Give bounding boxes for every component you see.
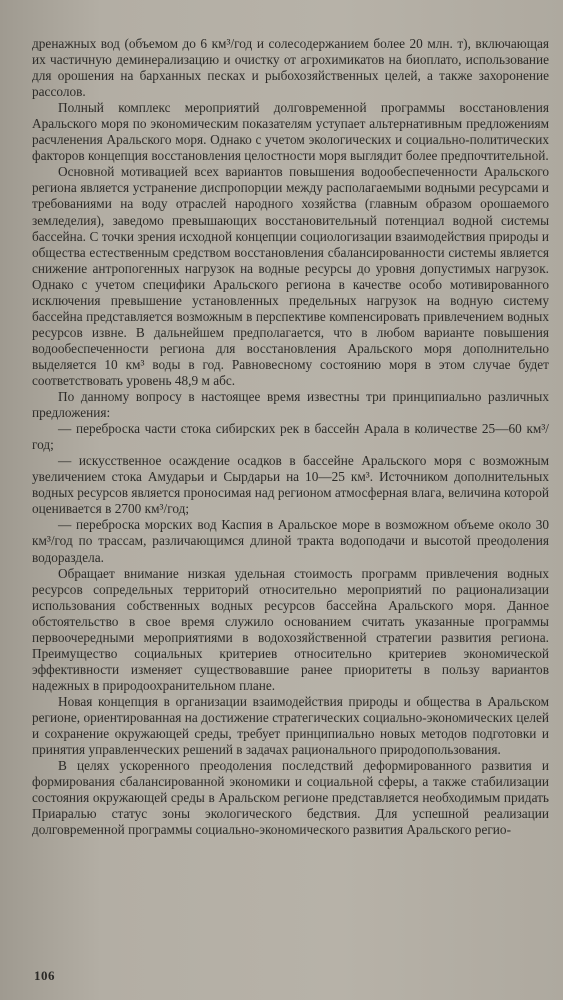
paragraph-1: дренажных вод (объемом до 6 км³/год и солесодержанием более 20 млн. т), включающая их частичную деминерализацию и очистку от агрохимикатов на биоплато, использование для орошения на барханных песках и рыбохозяйственных целей, а также захоронение рассолов. [32,36,549,100]
paragraph-9: Новая концепция в организации взаимодействия природы и общества в Аральском регионе, ориентированная на достижение стратегических социально-экономических целей и сохранение окружающей среды, требует принципиально новых методов подготовки и принятия управленческих решений в задачах рационального природопользования. [32,693,549,758]
list-item-caspian: — переброска морских вод Каспия в Аральское море в возможном объеме около 30 км³/год по трассам, различающимся длиной тракта водоподачи и высотой преодоления водораздела. [32,517,549,565]
paragraph-10: В целях ускоренного преодоления последствий деформированного развития и формирования сбалансированной экономики и социальной сферы, а также стабилизации состояния окружающей среды в Аральском регионе представляется необходимым придать Приаралью статус зоны экологического бедствия. Для успешной реализации долговременной программы социально-экономического развития Аральского регио- [32,758,549,838]
paragraph-3: Основной мотивацией всех вариантов повышения водообеспеченности Аральского региона является устранение диспропорции между располагаемыми водными ресурсами и требованиями на воду отраслей народного хозяйства (главным образом орошаемого земледелия), заведомо превышающих восстановительный потенциал водной системы бассейна. С точки зрения исходной концепции социологизации взаимодействия природы и общества естественным средством восстановления сбалансированности системы является снижение антропогенных нагрузок на водные ресурсы до уровня допустимых нагрузок. Однако с учетом специфики Аральского региона в качестве особо мотивированного исключения превышение установленных предельных нагрузок на водную систему бассейна представляется возможным в перспективе компенсировать привлечением водных ресурсов извне. В дальнейшем предполагается, что в любом варианте повышения водообеспеченности региона для восстановления Аральского моря дополнительно выделяется 10 км³ воды в год. Равновесному состоянию моря в этом случае будет соответствовать уровень 48,9 м абс. [32,164,549,388]
page-number: 106 [34,968,55,983]
paragraph-2: Полный комплекс мероприятий долговременной программы восстановления Аральского моря по экономическим показателям уступает альтернативным предложениям расчленения Аральского моря. Однако с учетом экологических и социально-политических факторов концепция восстановления целостности моря выглядит более предпочтительной. [32,100,549,164]
paragraph-8: Обращает внимание низкая удельная стоимость программ привлечения водных ресурсов сопредельных территорий относительно мероприятий по рационализации использования собственных водных ресурсов бассейна Аральского моря. Данное обстоятельство в свое время служило основанием считать указанные программы первоочередными мероприятиями в водохозяйственной стратегии развития региона. Преимущество социальных критериев относительно критериев экономической эффективности изменяет существовавшие ранее приоритеты в пользу вариантов надежных в природоохранительном плане. [32,565,549,693]
body-text [32,36,549,838]
list-item-siberian-rivers: — переброска части стока сибирских рек в бассейн Арала в количестве 25—60 км³/год; [32,421,549,453]
paragraph-4: По данному вопросу в настоящее время известны три принципиально различных предложения: [32,389,549,421]
list-item-precipitation: — искусственное осаждение осадков в бассейне Аральского моря с возможным увеличением стока Амударьи и Сырдарьи на 10—25 км³. Источником дополнительных водных ресурсов является проносимая над регионом атмосферная влага, величина которой оценивается в 2700 км³/год; [32,453,549,517]
